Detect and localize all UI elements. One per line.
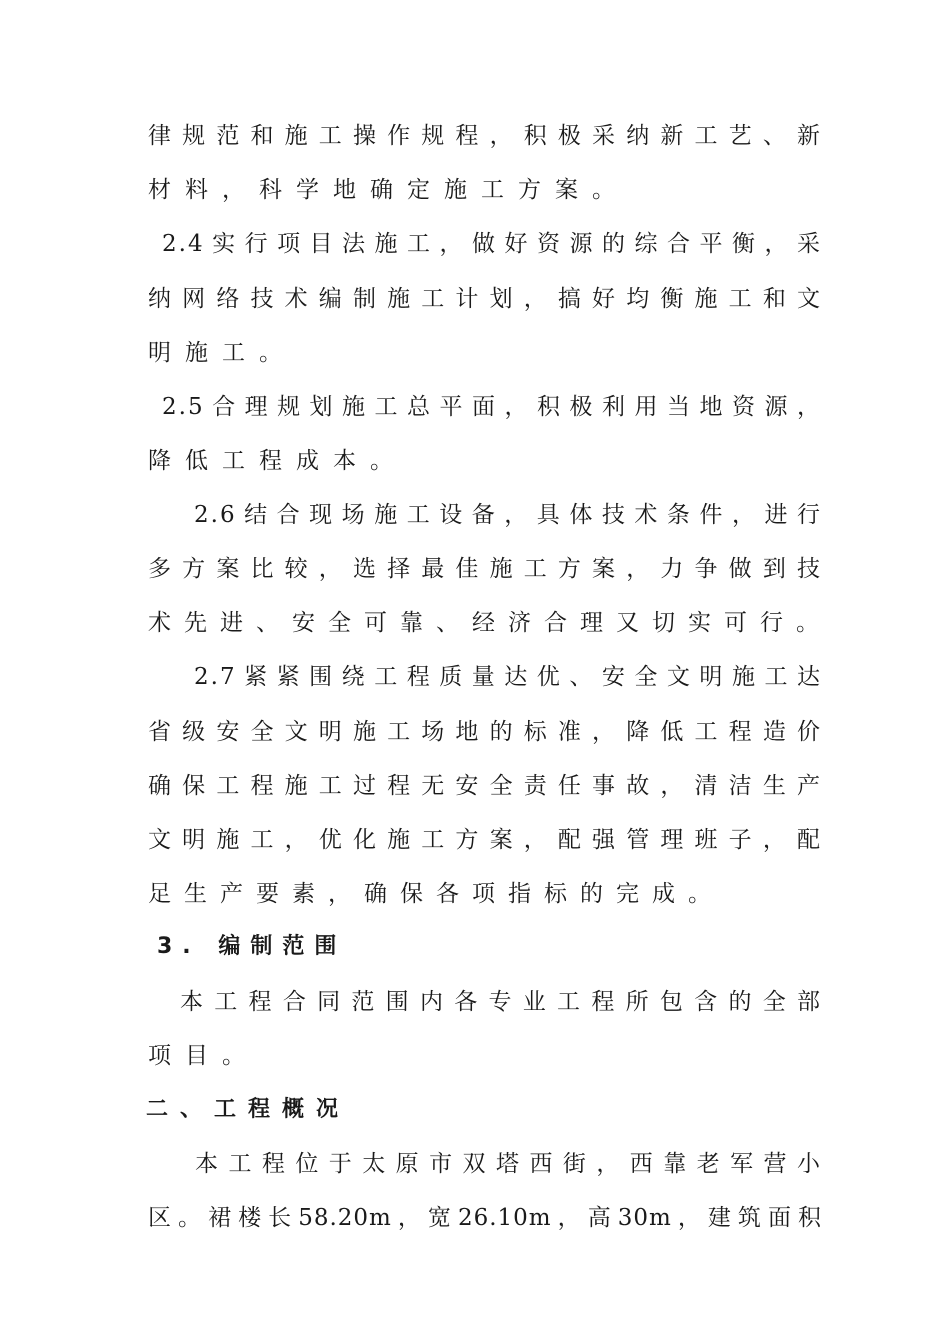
body-text-line: 项目。 xyxy=(148,1043,259,1069)
body-text-line: 区。裙楼长58.20m，宽26.10m，高30m，建筑面积 xyxy=(148,1205,822,1231)
body-text-line: 本工程合同范围内各专业工程所包含的全部 xyxy=(180,989,822,1015)
section-heading-2: 二、工程概况 xyxy=(146,1097,351,1122)
list-item-2-7: 2.7紧紧围绕工程质量达优、安全文明施工达 xyxy=(194,664,822,690)
body-text-line: 文明施工，优化施工方案，配强管理班子，配 xyxy=(148,827,822,853)
list-item-2-6: 2.6结合现场施工设备，具体技术条件，进行 xyxy=(194,502,822,528)
body-text-line: 确保工程施工过程无安全责任事故，清洁生产 xyxy=(148,773,822,799)
body-text-line: 纳网络技术编制施工计划，搞好均衡施工和文 xyxy=(148,286,822,312)
body-text-line: 省级安全文明施工场地的标准，降低工程造价 xyxy=(148,719,822,745)
body-text-line: 足生产要素，确保各项指标的完成。 xyxy=(148,881,724,907)
body-text-line: 降低工程成本。 xyxy=(148,448,407,474)
body-text-line: 多方案比较，选择最佳施工方案，力争做到技 xyxy=(148,556,822,582)
body-text-line: 明施工。 xyxy=(148,340,296,366)
body-text-line: 律规范和施工操作规程，积极采纳新工艺、新 xyxy=(148,123,822,149)
section-heading-3: 3. 编制范围 xyxy=(157,934,347,959)
list-item-2-5: 2.5合理规划施工总平面，积极利用当地资源， xyxy=(162,394,822,420)
body-text-line: 术先进、安全可靠、经济合理又切实可行。 xyxy=(148,610,832,636)
body-text-line: 本工程位于太原市双塔西街，西靠老军营小 xyxy=(195,1151,822,1177)
body-text-line: 材料，科学地确定施工方案。 xyxy=(148,177,629,203)
list-item-2-4: 2.4实行项目法施工，做好资源的综合平衡，采 xyxy=(162,231,822,257)
